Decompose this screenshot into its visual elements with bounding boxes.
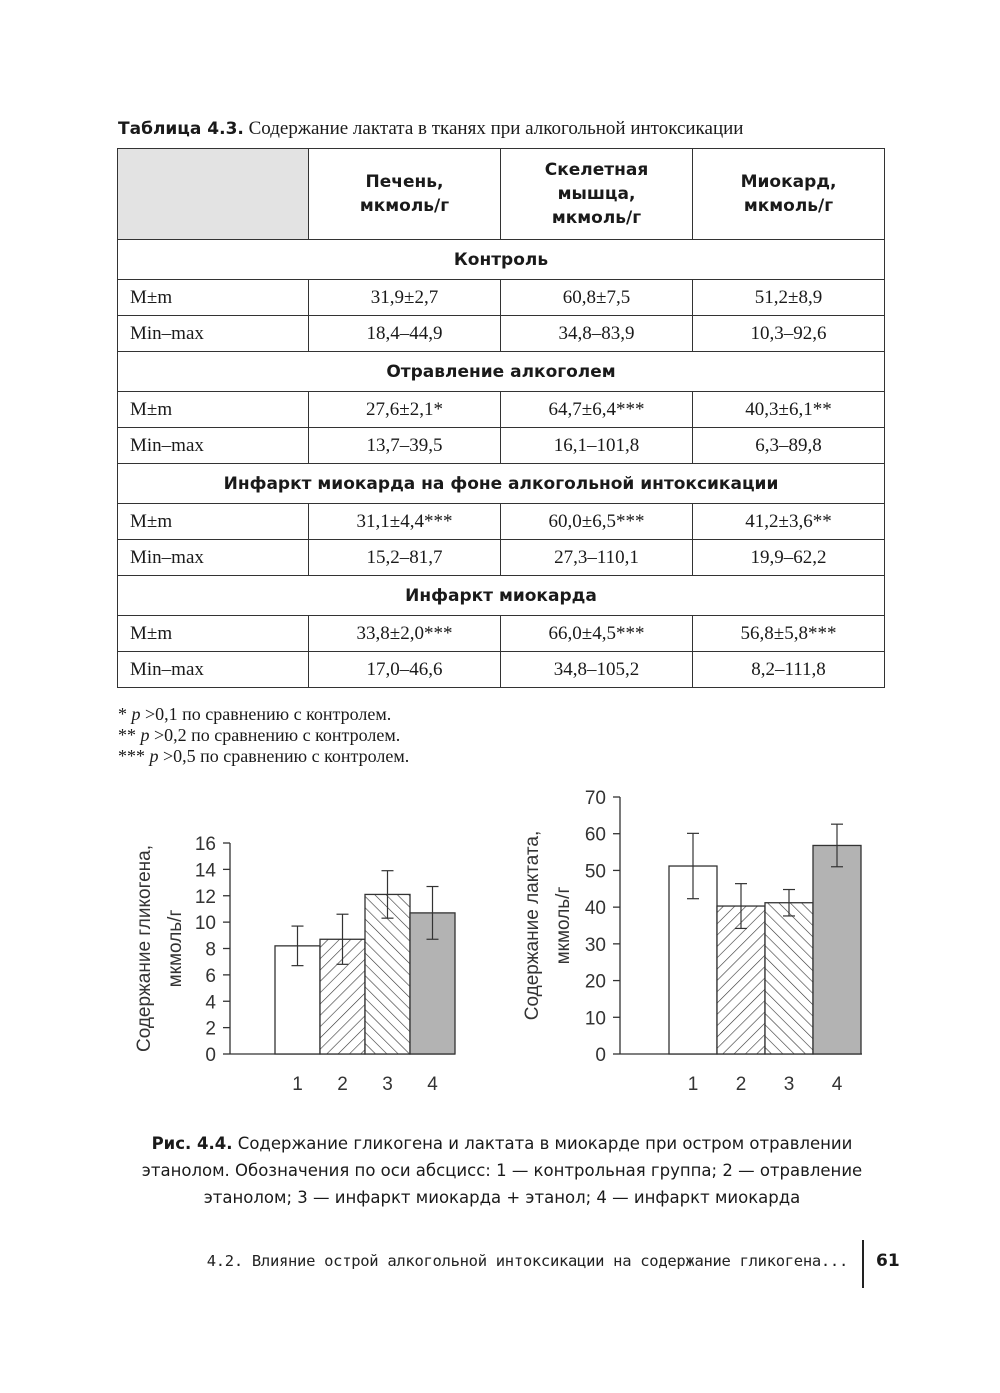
y-tick-label: 0 — [595, 1045, 606, 1066]
row-label: Min–max — [118, 428, 309, 464]
row-label: M±m — [118, 280, 309, 316]
y-tick-label: 60 — [584, 824, 606, 846]
group-title: Инфаркт миокарда на фоне алкогольной интоксикации — [118, 464, 885, 504]
table-cell: 64,7±6,4*** — [501, 392, 693, 428]
y-tick-label: 16 — [194, 834, 216, 855]
glycogen-chart-group — [134, 834, 455, 1095]
table-cell: 56,8±5,8*** — [693, 616, 885, 652]
row-label: Min–max — [118, 316, 309, 352]
bar — [765, 903, 813, 1054]
y-axis-label-units: мкмоль/г — [165, 909, 186, 988]
table-cell: 34,8–83,9 — [501, 316, 693, 352]
y-tick-label: 40 — [584, 898, 606, 920]
table-cell: 41,2±3,6** — [693, 504, 885, 540]
running-title: 4.2. Влияние острой алкогольной интоксикации на содержание гликогена... — [206, 1252, 848, 1270]
table-cell: 31,1±4,4*** — [309, 504, 501, 540]
row-label: M±m — [118, 616, 309, 652]
y-tick-label: 50 — [584, 861, 606, 883]
y-axis-label: Содержание лактата, — [522, 830, 543, 1021]
footer-divider — [862, 1240, 864, 1288]
figure-caption-text: Содержание гликогена и лактата в миокарде при остром отравлении этанолом. Обозначения по оси абсцисс: 1 — контрольная группа; 2 — отравление этанолом; 3 — инфаркт миокарда + этанол; 4 — инфаркт миокарда — [141, 1134, 863, 1207]
figure-caption — [118, 1130, 886, 1211]
x-tick-label: 4 — [831, 1074, 843, 1095]
y-axis-label: Содержание гликогена, — [134, 844, 155, 1053]
group-title: Контроль — [118, 240, 885, 280]
table-cell: 6,3–89,8 — [693, 428, 885, 464]
table-cell: 60,8±7,5 — [501, 280, 693, 316]
lactate-chart-group — [522, 788, 862, 1095]
x-tick-label: 2 — [735, 1074, 747, 1095]
row-label: M±m — [118, 392, 309, 428]
y-tick-label: 10 — [194, 913, 216, 935]
note-line: ** p >0,2 по сравнению с контролем. — [118, 725, 401, 745]
table-cell: 66,0±4,5*** — [501, 616, 693, 652]
x-tick-label: 2 — [337, 1074, 348, 1095]
table-cell: 34,8–105,2 — [501, 652, 693, 688]
y-tick-label: 4 — [205, 992, 216, 1014]
table-cell: 19,9–62,2 — [693, 540, 885, 576]
table-caption-text: Содержание лактата в тканях при алкогольной интоксикации — [248, 118, 744, 139]
table-cell: 13,7–39,5 — [309, 428, 501, 464]
header-cell-myocardium: Миокард, мкмоль/г — [693, 149, 885, 240]
table-cell: 17,0–46,6 — [309, 652, 501, 688]
page-number: 61 — [876, 1251, 900, 1271]
table-cell: 27,6±2,1* — [309, 392, 501, 428]
note-line: *** p >0,5 по сравнению с контролем. — [118, 746, 410, 766]
note-line: * p >0,1 по сравнению с контролем. — [118, 704, 392, 724]
table-caption-label: Таблица 4.3. — [118, 119, 244, 139]
y-tick-label: 30 — [584, 934, 606, 956]
figure-caption-label: Рис. 4.4. — [151, 1134, 233, 1153]
y-tick-label: 8 — [205, 939, 216, 961]
row-label: Min–max — [118, 652, 309, 688]
table-cell: 15,2–81,7 — [309, 540, 501, 576]
x-tick-label: 1 — [687, 1074, 699, 1095]
x-tick-label: 3 — [382, 1074, 393, 1095]
table-cell: 8,2–111,8 — [693, 652, 885, 688]
x-tick-label: 3 — [783, 1074, 795, 1095]
y-tick-label: 6 — [205, 965, 216, 987]
row-label: M±m — [118, 504, 309, 540]
y-tick-label: 12 — [194, 886, 216, 908]
x-tick-label: 4 — [427, 1074, 438, 1095]
y-tick-label: 10 — [584, 1008, 606, 1030]
group-title: Отравление алкоголем — [118, 352, 885, 392]
table-cell: 16,1–101,8 — [501, 428, 693, 464]
table-cell: 33,8±2,0*** — [309, 616, 501, 652]
row-label: Min–max — [118, 540, 309, 576]
table-cell: 60,0±6,5*** — [501, 504, 693, 540]
y-tick-label: 0 — [205, 1045, 216, 1066]
table-cell: 51,2±8,9 — [693, 280, 885, 316]
bar — [813, 845, 861, 1054]
group-title: Инфаркт миокарда — [118, 576, 885, 616]
y-axis-label-units: мкмоль/г — [553, 886, 574, 965]
header-cell-muscle: Скелетная мышца, мкмоль/г — [501, 149, 693, 240]
y-tick-label: 70 — [584, 788, 606, 809]
table-cell: 18,4–44,9 — [309, 316, 501, 352]
table-cell: 27,3–110,1 — [501, 540, 693, 576]
table-cell: 10,3–92,6 — [693, 316, 885, 352]
y-tick-label: 2 — [205, 1018, 216, 1040]
y-tick-label: 14 — [194, 860, 216, 882]
x-tick-label: 1 — [292, 1074, 303, 1095]
y-tick-label: 20 — [584, 971, 606, 993]
table-cell: 31,9±2,7 — [309, 280, 501, 316]
table-cell: 40,3±6,1** — [693, 392, 885, 428]
header-cell-liver: Печень, мкмоль/г — [309, 149, 501, 240]
